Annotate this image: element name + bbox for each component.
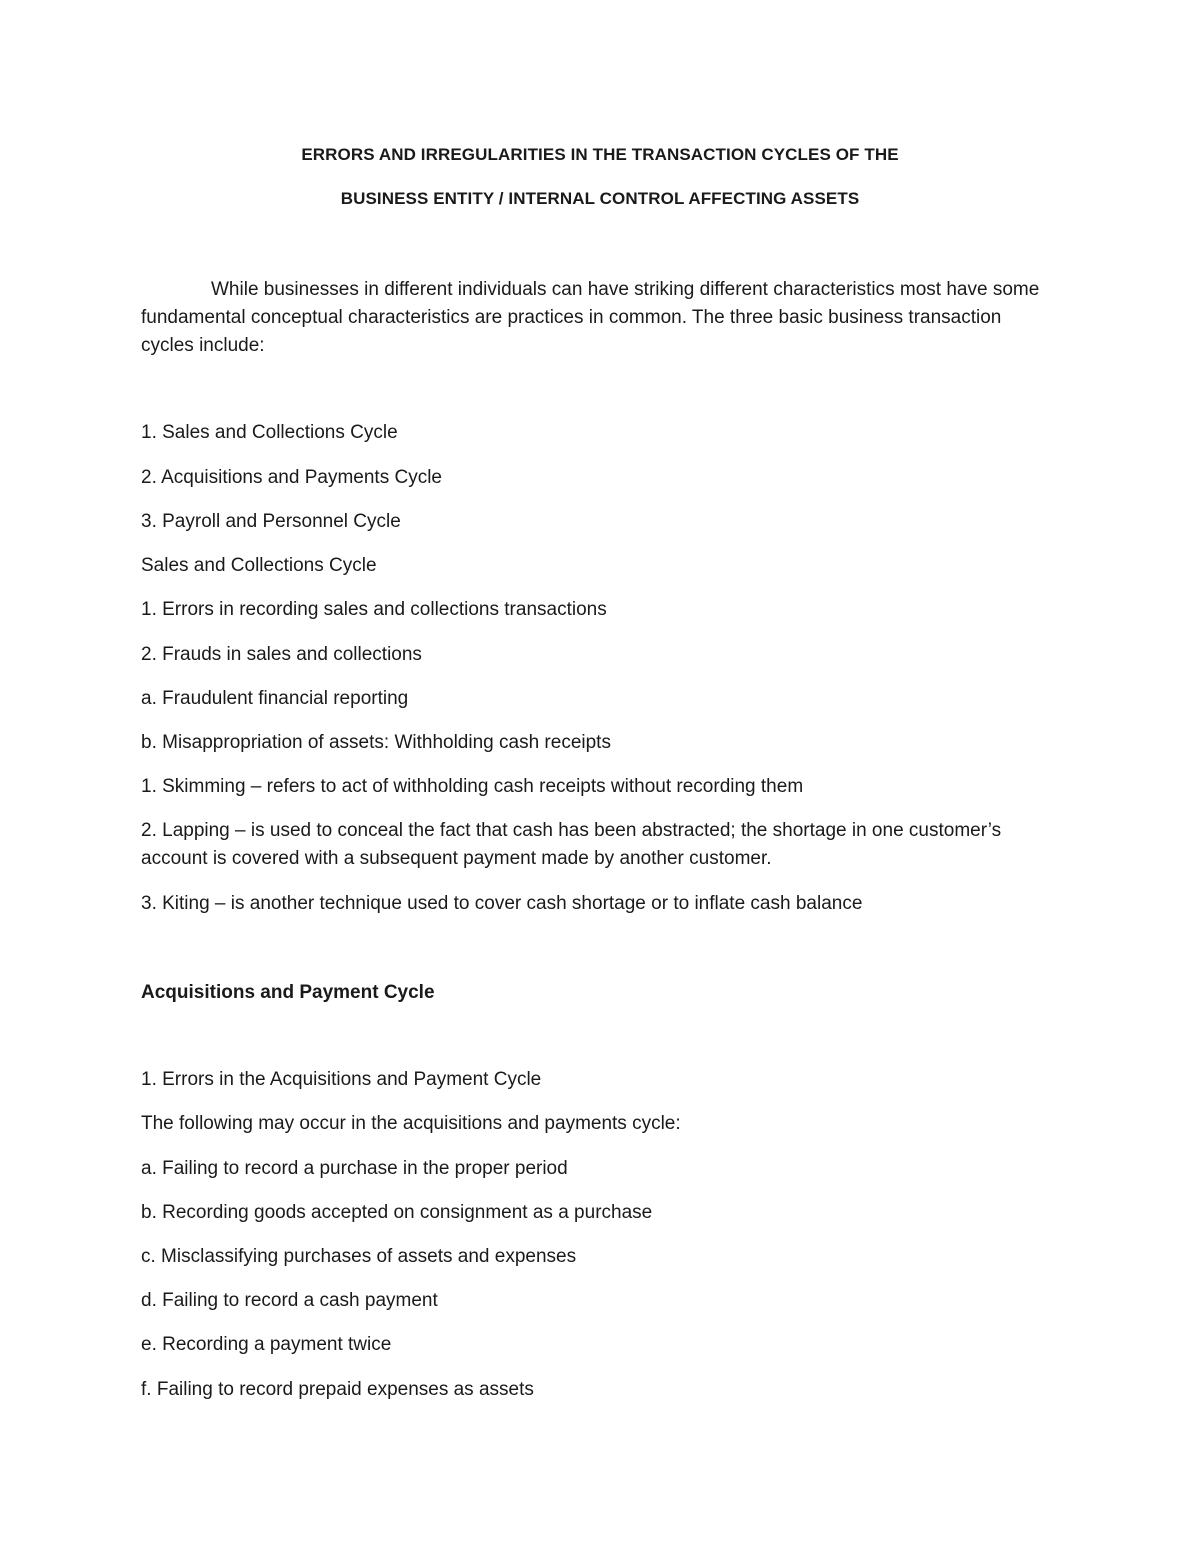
cycle-item-2: 2. Acquisitions and Payments Cycle: [141, 467, 442, 488]
acquisitions-lead-text: The following may occur in the acquisitions and payments cycle:: [141, 1113, 681, 1134]
sales-item-lapping: 2. Lapping – is used to conceal the fact that cash has been abstracted; the shortage in one customer’s account is covered with a subsequent payment made by another customer.: [141, 820, 1002, 869]
sales-item-frauds: 2. Frauds in sales and collections: [141, 644, 422, 665]
acquisitions-item-b: b. Recording goods accepted on consignment as a purchase: [141, 1202, 653, 1223]
sales-item-misappropriation: b. Misappropriation of assets: Withholding cash receipts: [141, 732, 611, 753]
acquisitions-item-d: d. Failing to record a cash payment: [141, 1290, 438, 1311]
intro-paragraph: [141, 276, 1041, 360]
acquisitions-item-errors: 1. Errors in the Acquisitions and Payment Cycle: [141, 1069, 542, 1090]
cycle-item-3: 3. Payroll and Personnel Cycle: [141, 511, 401, 532]
sales-item-skimming: 1. Skimming – refers to act of withholding cash receipts without recording them: [141, 776, 804, 797]
sales-item-kiting: 3. Kiting – is another technique used to cover cash shortage or to inflate cash balance: [141, 893, 863, 914]
sales-item-fraudulent-reporting: a. Fraudulent financial reporting: [141, 688, 409, 709]
cycle-item-1: 1. Sales and Collections Cycle: [141, 422, 398, 443]
acquisitions-item-f: f. Failing to record prepaid expenses as assets: [141, 1379, 534, 1400]
acquisitions-item-e: e. Recording a payment twice: [141, 1334, 392, 1355]
intro-text: While businesses in different individuals can have striking different characteristics most have some fundamental conceptual characteristics are practices in common. The three basic business transaction cycles include:: [141, 279, 1040, 356]
sales-item-errors: 1. Errors in recording sales and collections transactions: [141, 599, 607, 620]
acquisitions-item-a: a. Failing to record a purchase in the proper period: [141, 1158, 568, 1179]
acquisitions-item-c: c. Misclassifying purchases of assets and expenses: [141, 1246, 577, 1267]
document-title-line-2: BUSINESS ENTITY / INTERNAL CONTROL AFFECTING ASSETS: [340, 189, 860, 208]
acquisitions-section-heading: Acquisitions and Payment Cycle: [141, 982, 435, 1003]
sales-section-heading: Sales and Collections Cycle: [141, 555, 377, 576]
document-title-line-1: ERRORS AND IRREGULARITIES IN THE TRANSACTION CYCLES OF THE: [301, 145, 899, 164]
